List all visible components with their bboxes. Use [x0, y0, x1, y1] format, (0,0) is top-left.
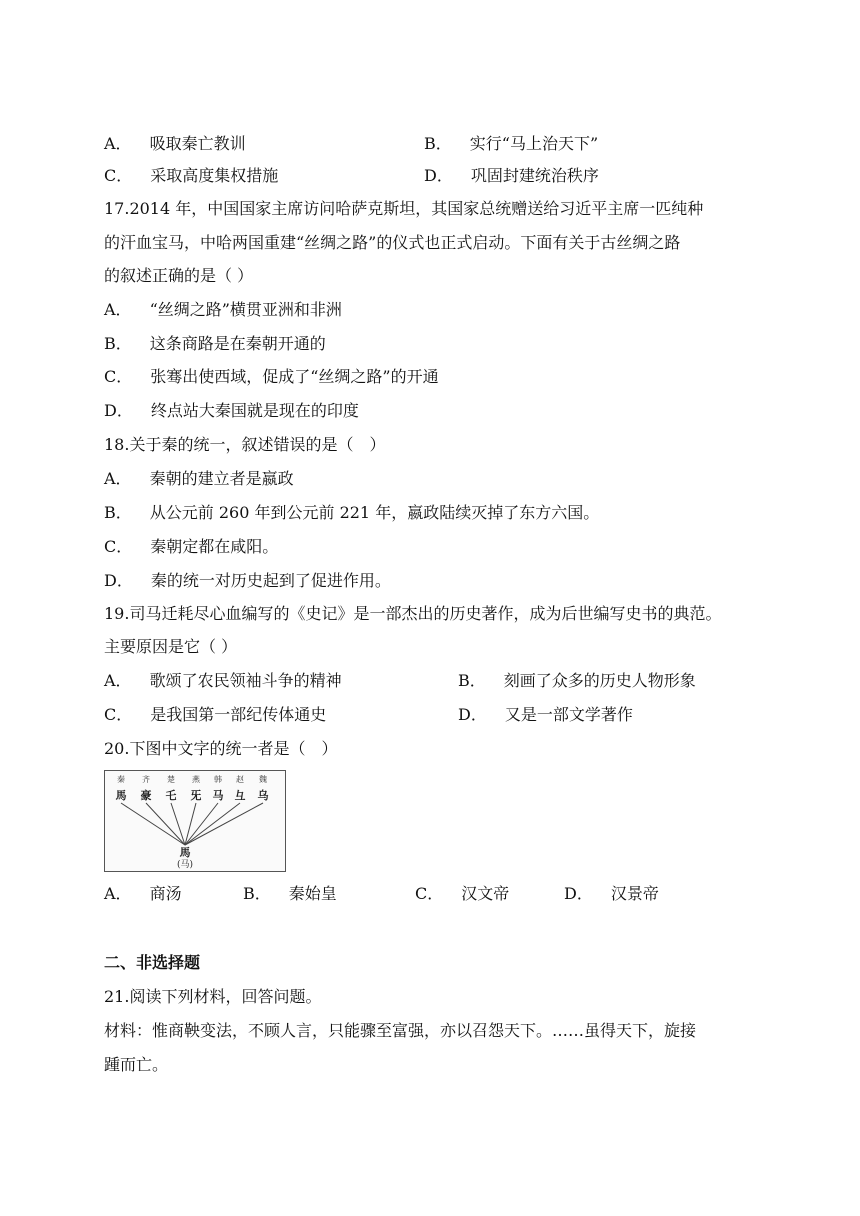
q18-stem: 18.关于秦的统一，叙述错误的是（ ）: [104, 435, 386, 454]
unified-glyph-label: (马): [176, 860, 194, 870]
option-key: D．: [104, 571, 133, 590]
option-key: D．: [458, 705, 487, 724]
state-label: 韩: [214, 775, 222, 784]
section-heading: 二、非选择题: [104, 953, 201, 972]
option-key: B．: [104, 503, 132, 522]
q17-stem-line: 17.2014 年，中国国家主席访问哈萨克斯坦，其国家总统赠送给习近平主席一匹纯种: [104, 199, 704, 218]
q20-stem: 20.下图中文字的统一者是（ ）: [104, 739, 338, 758]
option-key: C．: [104, 367, 133, 386]
script-unification-figure: [104, 770, 286, 872]
state-label: 魏: [259, 775, 267, 784]
q18-option-a[interactable]: [104, 468, 294, 490]
q19-option-d[interactable]: [458, 704, 633, 726]
q18-option-d[interactable]: [104, 570, 391, 592]
q16-option-b[interactable]: [424, 133, 598, 155]
option-key: B．: [424, 134, 452, 153]
option-text: 歌颂了农民领袖斗争的精神: [149, 671, 342, 690]
option-key: B．: [243, 884, 271, 903]
q19-option-b[interactable]: [458, 670, 696, 692]
q20-option-d[interactable]: [564, 883, 659, 905]
ancient-glyph: 马: [212, 789, 224, 802]
connector-line: [146, 803, 185, 845]
q16-option-d[interactable]: [424, 165, 599, 187]
option-text: 巩固封建统治秩序: [470, 166, 599, 185]
option-key: B．: [458, 671, 486, 690]
option-key: C．: [104, 705, 133, 724]
option-key: A．: [104, 134, 132, 153]
option-text: 这条商路是在秦朝开通的: [149, 334, 326, 353]
q21-material-line: 材料：惟商鞅变法，不顾人言，只能骤至富强，亦以召怨天下。……虽得天下，旋接: [104, 1021, 697, 1040]
q19-stem-line: 主要原因是它（ ）: [104, 637, 238, 656]
state-label: 齐: [142, 775, 150, 784]
q17-option-d[interactable]: [104, 400, 359, 422]
q17-stem-line: 的叙述正确的是（ ）: [104, 266, 254, 285]
option-key: A．: [104, 300, 132, 319]
q20-option-b[interactable]: [243, 883, 337, 905]
q17-option-c[interactable]: [104, 366, 439, 388]
q16-option-c[interactable]: [104, 165, 278, 187]
q19-stem-line: 19.司马迁耗尽心血编写的《史记》是一部杰出的历史著作，成为后世编写史书的典范。: [104, 604, 722, 623]
q20-option-c[interactable]: [415, 883, 509, 905]
state-label: 燕: [192, 775, 200, 784]
option-text: “丝绸之路”横贯亚洲和非洲: [149, 300, 342, 319]
q20-option-a[interactable]: [104, 883, 182, 905]
q18-option-c[interactable]: [104, 536, 278, 558]
connector-line: [121, 803, 185, 845]
option-key: A．: [104, 469, 132, 488]
option-text: 又是一部文学著作: [504, 705, 633, 724]
script-unification-diagram: [105, 771, 285, 871]
state-label: 秦: [117, 775, 125, 784]
option-text: 刻画了众多的历史人物形象: [503, 671, 696, 690]
q19-option-a[interactable]: [104, 670, 342, 692]
connector-line: [171, 803, 185, 845]
option-text: 实行“马上治天下”: [469, 134, 599, 153]
q21-stem: 21.阅读下列材料，回答问题。: [104, 987, 322, 1006]
ancient-glyph: 豪: [140, 789, 152, 802]
option-text: 采取高度集权措施: [150, 166, 279, 185]
unified-glyph: 馬: [179, 846, 191, 859]
connector-line: [185, 803, 263, 845]
option-key: C．: [104, 166, 133, 185]
ancient-glyph: 乇: [165, 789, 177, 802]
state-label: 赵: [236, 775, 244, 784]
option-text: 汉景帝: [610, 884, 659, 903]
option-text: 秦的统一对历史起到了促进作用。: [150, 571, 391, 590]
option-text: 终点站大秦国就是现在的印度: [150, 401, 359, 420]
ancient-glyph: 乌: [257, 789, 269, 802]
option-text: 汉文帝: [461, 884, 510, 903]
q17-option-b[interactable]: [104, 333, 326, 355]
q17-stem-line: 的汗血宝马，中哈两国重建“丝绸之路”的仪式也正式启动。下面有关于古丝绸之路: [104, 233, 681, 252]
option-text: 秦朝的建立者是嬴政: [149, 469, 294, 488]
option-key: C．: [104, 537, 133, 556]
option-text: 是我国第一部纪传体通史: [150, 705, 327, 724]
q17-option-a[interactable]: [104, 299, 342, 321]
option-text: 从公元前 260 年到公元前 221 年，嬴政陆续灭掉了东方六国。: [149, 503, 600, 522]
option-text: 秦朝定都在咸阳。: [150, 537, 279, 556]
ancient-glyph: 旡: [190, 789, 202, 802]
option-key: A．: [104, 884, 132, 903]
option-key: D．: [104, 401, 133, 420]
option-text: 吸取秦亡教训: [149, 134, 246, 153]
ancient-glyph: 馬: [115, 789, 127, 802]
option-key: B．: [104, 334, 132, 353]
option-key: D．: [564, 884, 593, 903]
option-text: 商汤: [149, 884, 182, 903]
q19-option-c[interactable]: [104, 704, 326, 726]
q21-material-line: 踵而亡。: [104, 1055, 169, 1074]
state-label: 楚: [167, 775, 175, 784]
option-key: D．: [424, 166, 453, 185]
ancient-glyph: 彑: [234, 789, 246, 802]
option-key: A．: [104, 671, 132, 690]
option-text: 张骞出使西域，促成了“丝绸之路”的开通: [150, 367, 439, 386]
option-key: C．: [415, 884, 444, 903]
q16-option-a[interactable]: [104, 133, 246, 155]
q18-option-b[interactable]: [104, 502, 599, 524]
option-text: 秦始皇: [288, 884, 337, 903]
